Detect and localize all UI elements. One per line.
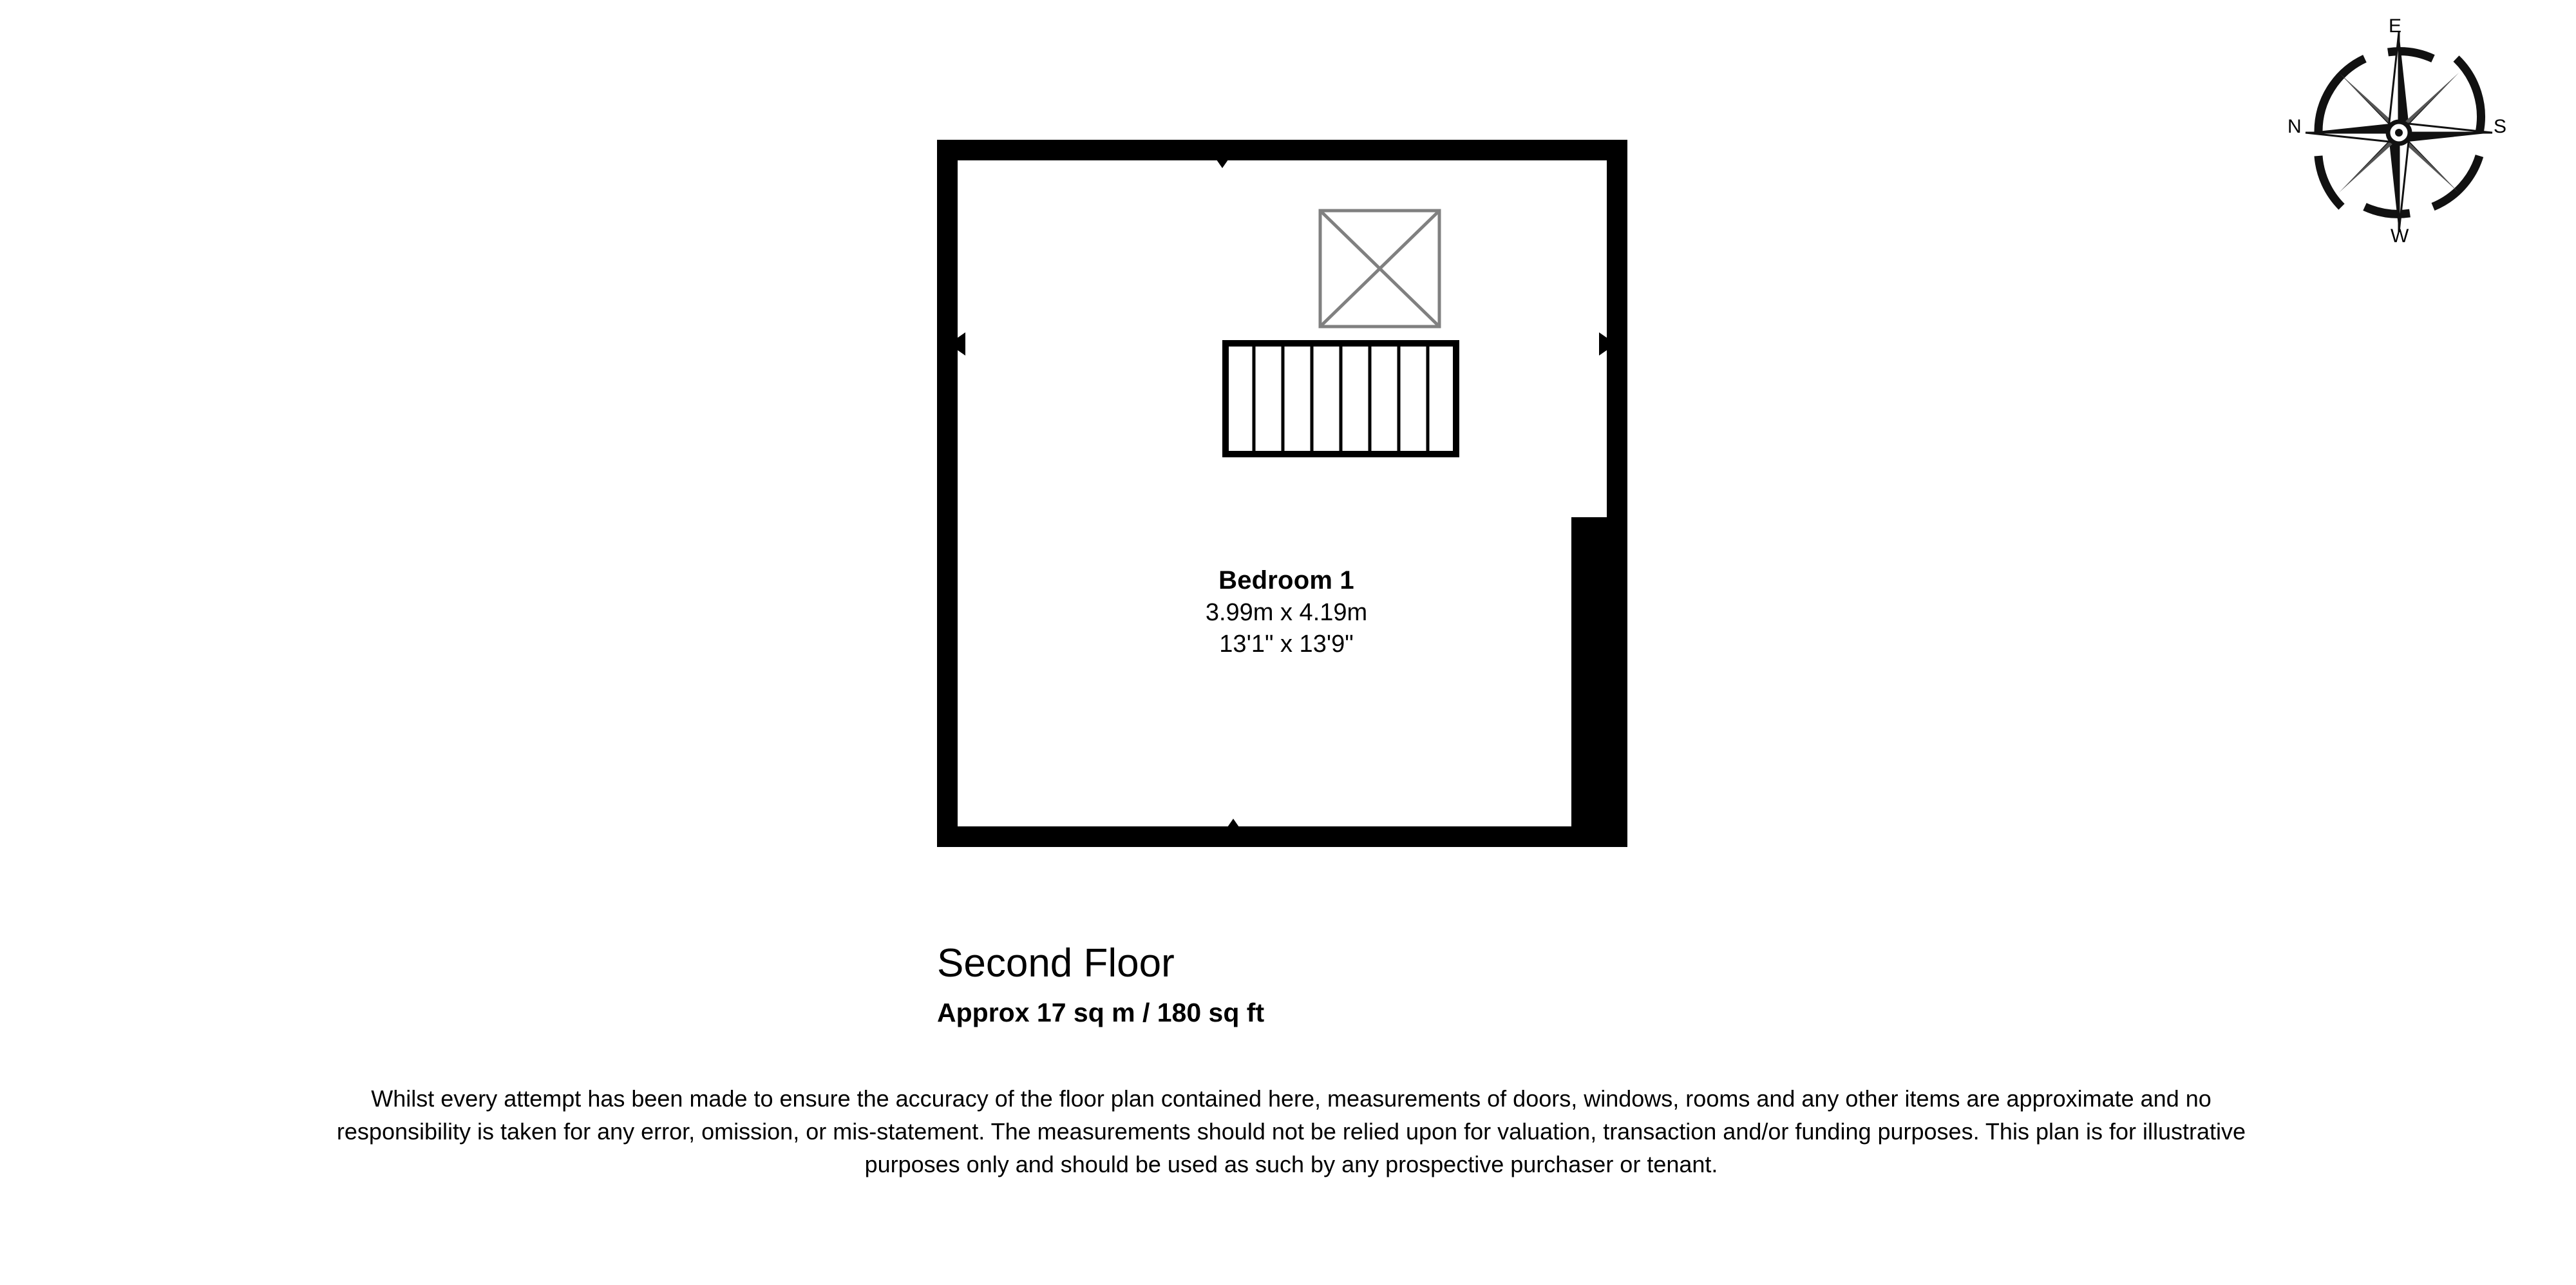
compass-label-right: S: [2494, 116, 2507, 137]
room-name: Bedroom 1: [1218, 566, 1354, 595]
exterior-walls: [937, 140, 1627, 847]
room-label-bedroom-1: [937, 564, 1636, 661]
compass-label-left: N: [2287, 116, 2302, 137]
floor-plan-drawing: [937, 132, 1636, 857]
compass-label-top: E: [2389, 15, 2402, 37]
room-dimensions-metric: 3.99m x 4.19m: [1205, 599, 1368, 626]
compass-rose: [2287, 13, 2507, 247]
title-block: [0, 940, 2576, 1028]
compass-label-bottom: W: [2391, 225, 2409, 247]
floor-title: Second Floor: [937, 941, 1175, 985]
staircase: [1226, 343, 1456, 454]
room-dimensions-imperial: 13'1" x 13'9": [1219, 631, 1354, 658]
floor-area: Approx 17 sq m / 180 sq ft: [937, 998, 1265, 1028]
disclaimer-text: Whilst every attempt has been made to ensure the accuracy of the floor plan contained here, measurements of doors, windows, rooms and any other items are approximate and no responsibility is taken for any error, omission, or mis-statement. The measurements should not be relied upon for valuation, transaction and/or funding purposes. This plan is for illustrative purposes only and should be used as such by any prospective purchaser or tenant.: [336, 1085, 2246, 1178]
